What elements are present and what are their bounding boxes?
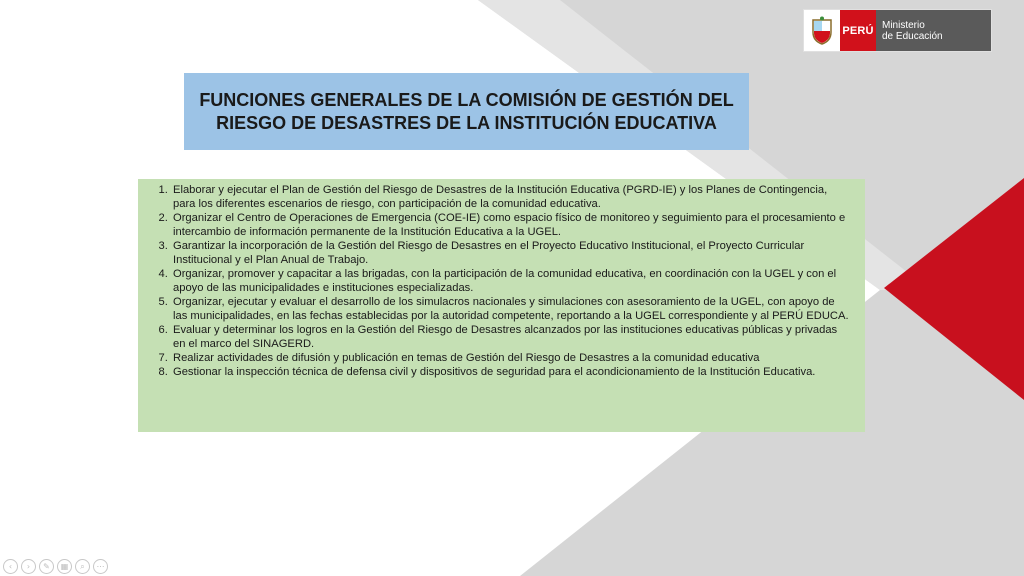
functions-list xyxy=(146,183,851,379)
slide-title: FUNCIONES GENERALES DE LA COMISIÓN DE GESTIÓN DEL RIESGO DE DESASTRES DE LA INSTITUCIÓN EDUCATIVA xyxy=(199,89,734,133)
ministry-logo xyxy=(804,10,991,51)
zoom-icon[interactable]: ⌕ xyxy=(75,559,90,574)
previous-slide-icon[interactable]: ‹ xyxy=(3,559,18,574)
list-item: 6. Evaluar y determinar los logros en la Gestión del Riesgo de Desastres alcanzados por las instituciones educativas públicas y privadas en el marco del SINAGERD. xyxy=(171,323,851,351)
ministry-label xyxy=(876,10,991,51)
functions-content-box xyxy=(138,179,865,432)
ministry-line-2: de Educación xyxy=(882,30,943,42)
list-item: 7. Realizar actividades de difusión y publicación en temas de Gestión del Riesgo de Desastres a la comunidad educativa xyxy=(171,351,851,365)
more-options-icon[interactable]: ⋯ xyxy=(93,559,108,574)
next-slide-icon[interactable]: › xyxy=(21,559,36,574)
list-item: 2. Organizar el Centro de Operaciones de Emergencia (COE-IE) como espacio físico de monitoreo y seguimiento para el procesamiento e intercambio de información permanente de la Institución Educativa a la UGEL. xyxy=(171,211,851,239)
list-item: 8. Gestionar la inspección técnica de defensa civil y dispositivos de seguridad para el acondicionamiento de la Institución Educativa. xyxy=(171,365,851,379)
list-item: 3. Garantizar la incorporación de la Gestión del Riesgo de Desastres en el Proyecto Educativo Institucional, el Proyecto Curricular Institucional y el Plan Anual de Trabajo. xyxy=(171,239,851,267)
pen-icon[interactable]: ✎ xyxy=(39,559,54,574)
slides-grid-icon[interactable]: ▦ xyxy=(57,559,72,574)
slide-title-box xyxy=(184,73,749,150)
peru-label: PERÚ xyxy=(840,10,876,51)
ministry-line-1: Ministerio xyxy=(882,19,925,31)
list-item: 1. Elaborar y ejecutar el Plan de Gestión del Riesgo de Desastres de la Institución Educativa (PGRD-IE) y los Planes de Contingencia, para los diferentes escenarios de riesgo, con participación de la comunidad educativa. xyxy=(171,183,851,211)
slideshow-controls xyxy=(3,559,108,574)
national-shield-icon xyxy=(804,10,840,51)
list-item: 4. Organizar, promover y capacitar a las brigadas, con la participación de la comunidad educativa, en coordinación con la UGEL y con el apoyo de las municipalidades e instituciones especializadas. xyxy=(171,267,851,295)
list-item: 5. Organizar, ejecutar y evaluar el desarrollo de los simulacros nacionales y simulaciones con asesoramiento de la UGEL, con apoyo de las municipalidades, en las fechas establecidas por la autoridad competente, reportando a la UGEL correspondiente y al PERÚ EDUCA. xyxy=(171,295,851,323)
